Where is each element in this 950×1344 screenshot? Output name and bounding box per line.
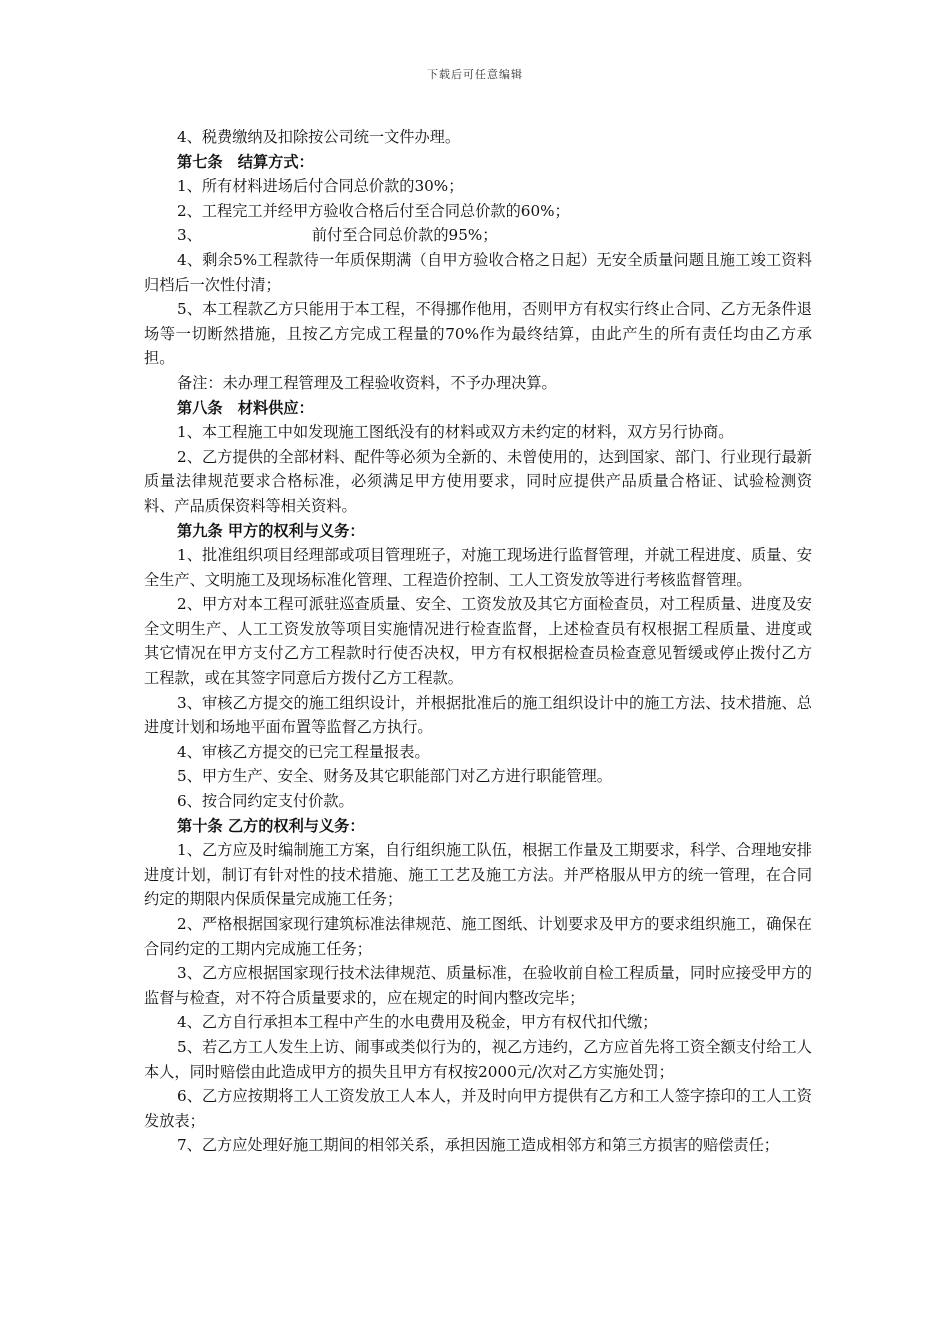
document-body (144, 125, 812, 1158)
paragraph-settlement-4: 4、剩余5%工程款待一年质保期满（自甲方验收合格之日起）无安全质量问题且施工竣工资料归档后一次性付清； (144, 250, 812, 294)
heading-article-7: 第七条 结算方式： (177, 152, 314, 171)
paragraph-party-a-2: 2、甲方对本工程可派驻巡查质量、安全、工资发放及其它方面检查员，对工程质量、进度及安全文明生产、人工工资发放等项目实施情况进行检查监督，上述检查员有权根据工程质量、进度或其它情况在甲方支付乙方工程款时行使否决权，甲方有权根据检查员检查意见暂缓或停止拨付乙方工程款，或在其签字同意后方拨付乙方工程款。 (144, 595, 812, 688)
paragraph-tax: 4、税费缴纳及扣除按公司统一文件办理。 (177, 128, 461, 146)
paragraph-settlement-5: 5、本工程款乙方只能用于本工程，不得挪作他用，否则甲方有权实行终止合同、乙方无条件退场等一切断然措施，且按乙方完成工程量的70%作为最终结算，由此产生的所有责任均由乙方承担。 (144, 300, 812, 368)
paragraph-party-b-1: 1、乙方应及时编制施工方案，自行组织施工队伍，根据工作量及工期要求，科学、合理地安排进度计划，制订有针对性的技术措施、施工工艺及施工方法。并严格服从甲方的统一管理，在合同约定的期限内保质保量完成施工任务； (144, 841, 812, 909)
paragraph-material-2: 2、乙方提供的全部材料、配件等必须为全新的、未曾使用的，达到国家、部门、行业现行最新质量法律规范要求合格标准，必须满足甲方使用要求，同时应提供产品质量合格证、试验检测资料、产品质保资料等相关资料。 (144, 447, 812, 515)
page-header: 下载后可任意编辑 (427, 68, 523, 81)
paragraph-party-b-3: 3、乙方应根据国家现行技术法律规范、质量标准，在验收前自检工程质量，同时应接受甲方的监督与检查，对不符合质量要求的，应在规定的时间内整改完毕； (144, 964, 812, 1007)
paragraph-party-b-2: 2、严格根据国家现行建筑标准法律规范、施工图纸、计划要求及甲方的要求组织施工，确保在合同约定的工期内完成施工任务； (144, 915, 812, 958)
paragraph-party-a-5: 5、甲方生产、安全、财务及其它职能部门对乙方进行职能管理。 (177, 767, 612, 786)
paragraph-settlement-1: 1、所有材料进场后付合同总价款的30%； (177, 177, 464, 196)
heading-article-10: 第十条 乙方的权利与义务： (177, 816, 365, 835)
paragraph-party-b-6: 6、乙方应按期将工人工资发放工人本人，并及时向甲方提供有乙方和工人签字捺印的工人工资发放表； (144, 1087, 812, 1130)
paragraph-remark: 备注：未办理工程管理及工程验收资料，不予办理决算。 (177, 373, 557, 392)
heading-article-9: 第九条 甲方的权利与义务： (177, 521, 365, 540)
paragraph-party-a-4: 4、审核乙方提交的已完工程量报表。 (177, 742, 430, 761)
settlement-3-text: 前付至合同总价款的95%； (311, 226, 498, 245)
heading-article-8: 第八条 材料供应： (177, 398, 314, 417)
paragraph-party-a-6: 6、按合同约定支付价款。 (177, 792, 354, 811)
paragraph-party-b-5: 5、若乙方工人发生上访、闹事或类似行为的，视乙方违约，乙方应首先将工资全额支付给工人本人，同时赔偿由此造成甲方的损失且甲方有权按2000元/次对乙方实施处罚； (144, 1037, 812, 1081)
paragraph-party-b-7: 7、乙方应处理好施工期间的相邻关系，承担因施工造成相邻方和第三方损害的赔偿责任； (177, 1136, 779, 1155)
paragraph-settlement-2: 2、工程完工并经甲方验收合格后付至合同总价款的60%； (177, 201, 570, 220)
paragraph-party-a-3: 3、审核乙方提交的施工组织设计，并根据批准后的施工组织设计中的施工方法、技术措施、总进度计划和场地平面布置等监督乙方执行。 (144, 693, 812, 737)
paragraph-material-1: 1、本工程施工中如发现施工图纸没有的材料或双方未约定的材料，双方另行协商。 (177, 423, 734, 442)
settlement-3-number: 3、 (177, 226, 202, 245)
paragraph-party-b-4: 4、乙方自行承担本工程中产生的水电费用及税金，甲方有权代扣代缴； (177, 1013, 658, 1032)
paragraph-settlement-3 (144, 223, 812, 248)
paragraph-party-a-1: 1、批准组织项目经理部或项目管理班子，对施工现场进行监督管理，并就工程进度、质量、安全生产、文明施工及现场标准化管理、工程造价控制、工人工资发放等进行考核监督管理。 (144, 546, 812, 589)
